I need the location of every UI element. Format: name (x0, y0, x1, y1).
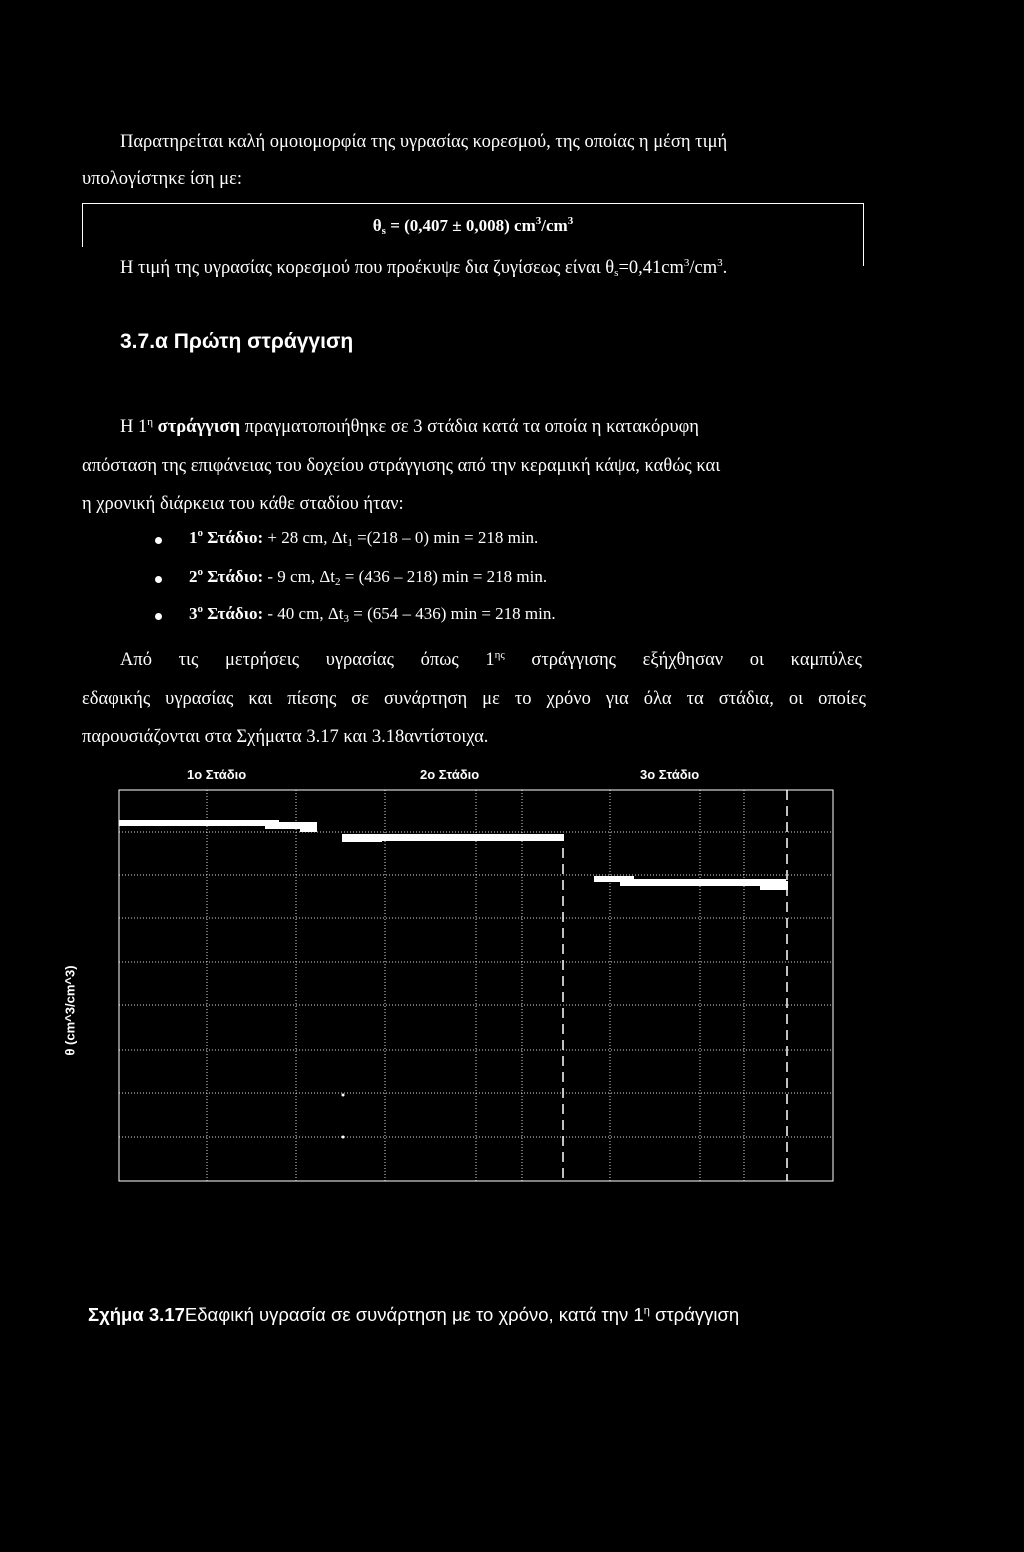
marker (342, 1136, 345, 1139)
vertical-gridlines (207, 790, 744, 1181)
stage-2-trace (342, 838, 382, 842)
stage-1-trace (119, 820, 279, 826)
para2-line-3: παρουσιάζονται στα Σχήματα 3.17 και 3.18αντίστοιχα. (82, 727, 489, 747)
para2-line-2: εδαφικής υγρασίας και πίεσης σε συνάρτηση με το χρόνο για όλα τα στάδια, οι οποίες (82, 689, 866, 709)
weighing-sentence: Η τιμή της υγρασίας κορεσμού που προέκυψε δια ζυγίσεως είναι $\theta_s=0,41cm^3/cm^3$. (120, 257, 728, 279)
para1-line-1: Η $1^\eta$ στράγγιση πραγματοποιήθηκε σε 3 στάδια κατά τα οποία η κατακόρυφη (120, 416, 699, 437)
para1-line-3: η χρονική διάρκεια του κάθε σταδίου ήταν: (82, 494, 404, 514)
figure-caption: Σχήμα 3.17Εδαφική υγρασία σε συνάρτηση με το χρόνο, κατά την $1^\eta$ στράγγιση (88, 1304, 740, 1325)
intro-line-1: Παρατηρείται καλή ομοιομορφία της υγρασίας κορεσμού, της οποίας η μέση τιμή (120, 132, 728, 152)
stage-label: 2ο Στάδιο (420, 767, 480, 782)
marker (342, 1094, 345, 1097)
stage-1-trace (300, 823, 317, 832)
stage-3-trace (760, 881, 788, 890)
stage-separators (563, 790, 787, 1181)
intro-line-2: υπολογίστηκε ίση με: (82, 169, 242, 189)
para1-line-2: απόσταση της επιφάνειας του δοχείου στράγγισης από την κεραμική κάψα, καθώς και (82, 456, 721, 476)
y-axis-label: θ (cm^3/cm^3) (62, 965, 78, 1056)
moisture-series (119, 820, 788, 890)
stage-label: 1ο Στάδιο (187, 767, 247, 782)
saturation-formula: $\theta_s = (0,407 \pm 0,008)$ $cm^3/cm^3$ (372, 215, 574, 237)
section-heading: 3.7.α Πρώτη στράγγιση (120, 330, 354, 353)
para2-line-1: Από τις μετρήσεις υγρασίας όπως $1^{\eta\varsigma}$ στράγγισης εξήχθησαν οι καμπύλες (120, 649, 862, 670)
stage-label: 3ο Στάδιο (640, 767, 700, 782)
